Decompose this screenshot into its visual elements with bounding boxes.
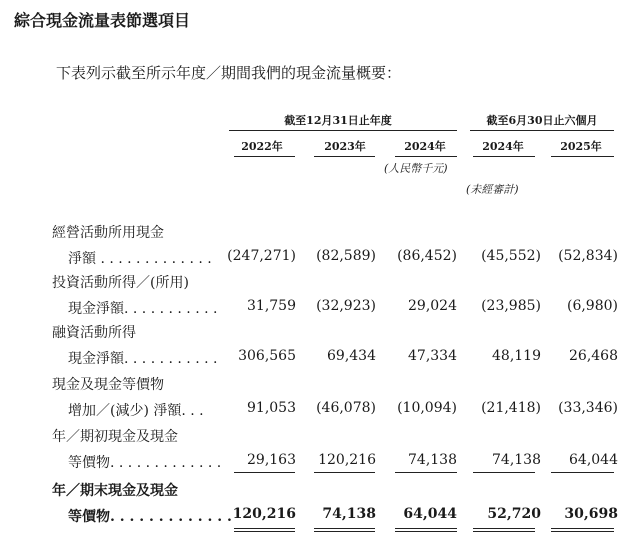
- row-label-closing-cash-2: 等價物. . . . . . . . . . . . .: [68, 509, 232, 525]
- cell-opening-2022: 29,163: [247, 452, 296, 468]
- cell-closing-h2024: 52,720: [487, 506, 541, 522]
- cell-operating-2023: (82,589): [316, 248, 376, 264]
- cell-financing-2024: 47,334: [408, 348, 457, 364]
- total-line2-2024: [395, 531, 457, 532]
- subtotal-line-2024: [395, 472, 457, 473]
- cell-investing-h2024: (23,985): [481, 298, 541, 314]
- cell-operating-h2025: (52,834): [558, 248, 618, 264]
- row-label-financing: 融資活動所得: [52, 325, 136, 341]
- cell-operating-2022: (247,271): [227, 248, 296, 264]
- cell-opening-2023: 120,216: [318, 452, 376, 468]
- year-underline-2022: [234, 156, 295, 157]
- total-line1-2023: [314, 528, 375, 529]
- cell-closing-2022: 120,216: [232, 506, 296, 522]
- total-line2-2022: [234, 531, 295, 532]
- group-header-six-months: 截至6月30日止六個月: [486, 114, 598, 127]
- total-line2-h2024: [473, 531, 535, 532]
- total-line2-h2025: [551, 531, 614, 532]
- cell-net-change-2022: 91,053: [247, 400, 296, 416]
- subtotal-line-h2025: [551, 472, 614, 473]
- year-underline-2024: [395, 156, 457, 157]
- cell-financing-2023: 69,434: [327, 348, 376, 364]
- unit-note: (人民幣千元): [384, 162, 448, 175]
- cell-operating-h2024: (45,552): [481, 248, 541, 264]
- subtotal-line-h2024: [473, 472, 535, 473]
- year-header-2024: 2024年: [404, 140, 446, 153]
- cell-closing-2024: 64,044: [403, 506, 457, 522]
- total-line1-2024: [395, 528, 457, 529]
- cell-net-change-h2025: (33,346): [558, 400, 618, 416]
- group-underline-year: [229, 130, 457, 131]
- cell-net-change-h2024: (21,418): [481, 400, 541, 416]
- row-label-closing-cash: 年／期末現金及現金: [52, 483, 178, 499]
- cell-operating-2024: (86,452): [397, 248, 457, 264]
- group-header-year: 截至12月31日止年度: [284, 114, 392, 127]
- cell-investing-2023: (32,923): [316, 298, 376, 314]
- cell-closing-2023: 74,138: [322, 506, 376, 522]
- cell-investing-2024: 29,024: [408, 298, 457, 314]
- year-underline-2023: [314, 156, 375, 157]
- period-header-2025: 2025年: [560, 140, 602, 153]
- cell-opening-2024: 74,138: [408, 452, 457, 468]
- row-label-operating-net: 淨額 . . . . . . . . . . . . .: [68, 251, 212, 267]
- cell-investing-h2025: (6,980): [566, 298, 618, 314]
- row-label-net-change: 現金及現金等價物: [52, 377, 164, 393]
- cell-net-change-2023: (46,078): [316, 400, 376, 416]
- total-line1-h2024: [473, 528, 535, 529]
- row-label-opening-cash-2: 等價物. . . . . . . . . . . . .: [68, 455, 222, 471]
- total-line1-2022: [234, 528, 295, 529]
- cell-investing-2022: 31,759: [247, 298, 296, 314]
- cell-net-change-2024: (10,094): [397, 400, 457, 416]
- subtotal-line-2023: [314, 472, 375, 473]
- section-title: 綜合現金流量表節選項目: [14, 11, 191, 30]
- cell-financing-2022: 306,565: [238, 348, 296, 364]
- row-label-opening-cash: 年／期初現金及現金: [52, 429, 178, 445]
- total-line1-h2025: [551, 528, 614, 529]
- cell-opening-h2024: 74,138: [492, 452, 541, 468]
- row-label-investing-net: 現金淨額. . . . . . . . . . .: [68, 301, 218, 317]
- period-underline-2025: [551, 156, 614, 157]
- intro-text: 下表列示截至所示年度／期間我們的現金流量概要：: [56, 64, 402, 82]
- year-header-2022: 2022年: [241, 140, 283, 153]
- period-underline-2024: [473, 156, 535, 157]
- subtotal-line-2022: [234, 472, 295, 473]
- cell-opening-h2025: 64,044: [569, 452, 618, 468]
- cell-financing-h2024: 48,119: [492, 348, 541, 364]
- row-label-operating: 經營活動所用現金: [52, 225, 164, 241]
- cell-closing-h2025: 30,698: [564, 506, 618, 522]
- cell-financing-h2025: 26,468: [569, 348, 618, 364]
- group-underline-six-months: [470, 130, 614, 131]
- row-label-financing-net: 現金淨額. . . . . . . . . . .: [68, 351, 218, 367]
- period-header-2024: 2024年: [482, 140, 524, 153]
- year-header-2023: 2023年: [324, 140, 366, 153]
- total-line2-2023: [314, 531, 375, 532]
- row-label-net-change-2: 增加／(減少) 淨額. . .: [68, 403, 204, 419]
- unaudited-note: (未經審計): [466, 183, 519, 196]
- row-label-investing: 投資活動所得／(所用): [52, 275, 189, 291]
